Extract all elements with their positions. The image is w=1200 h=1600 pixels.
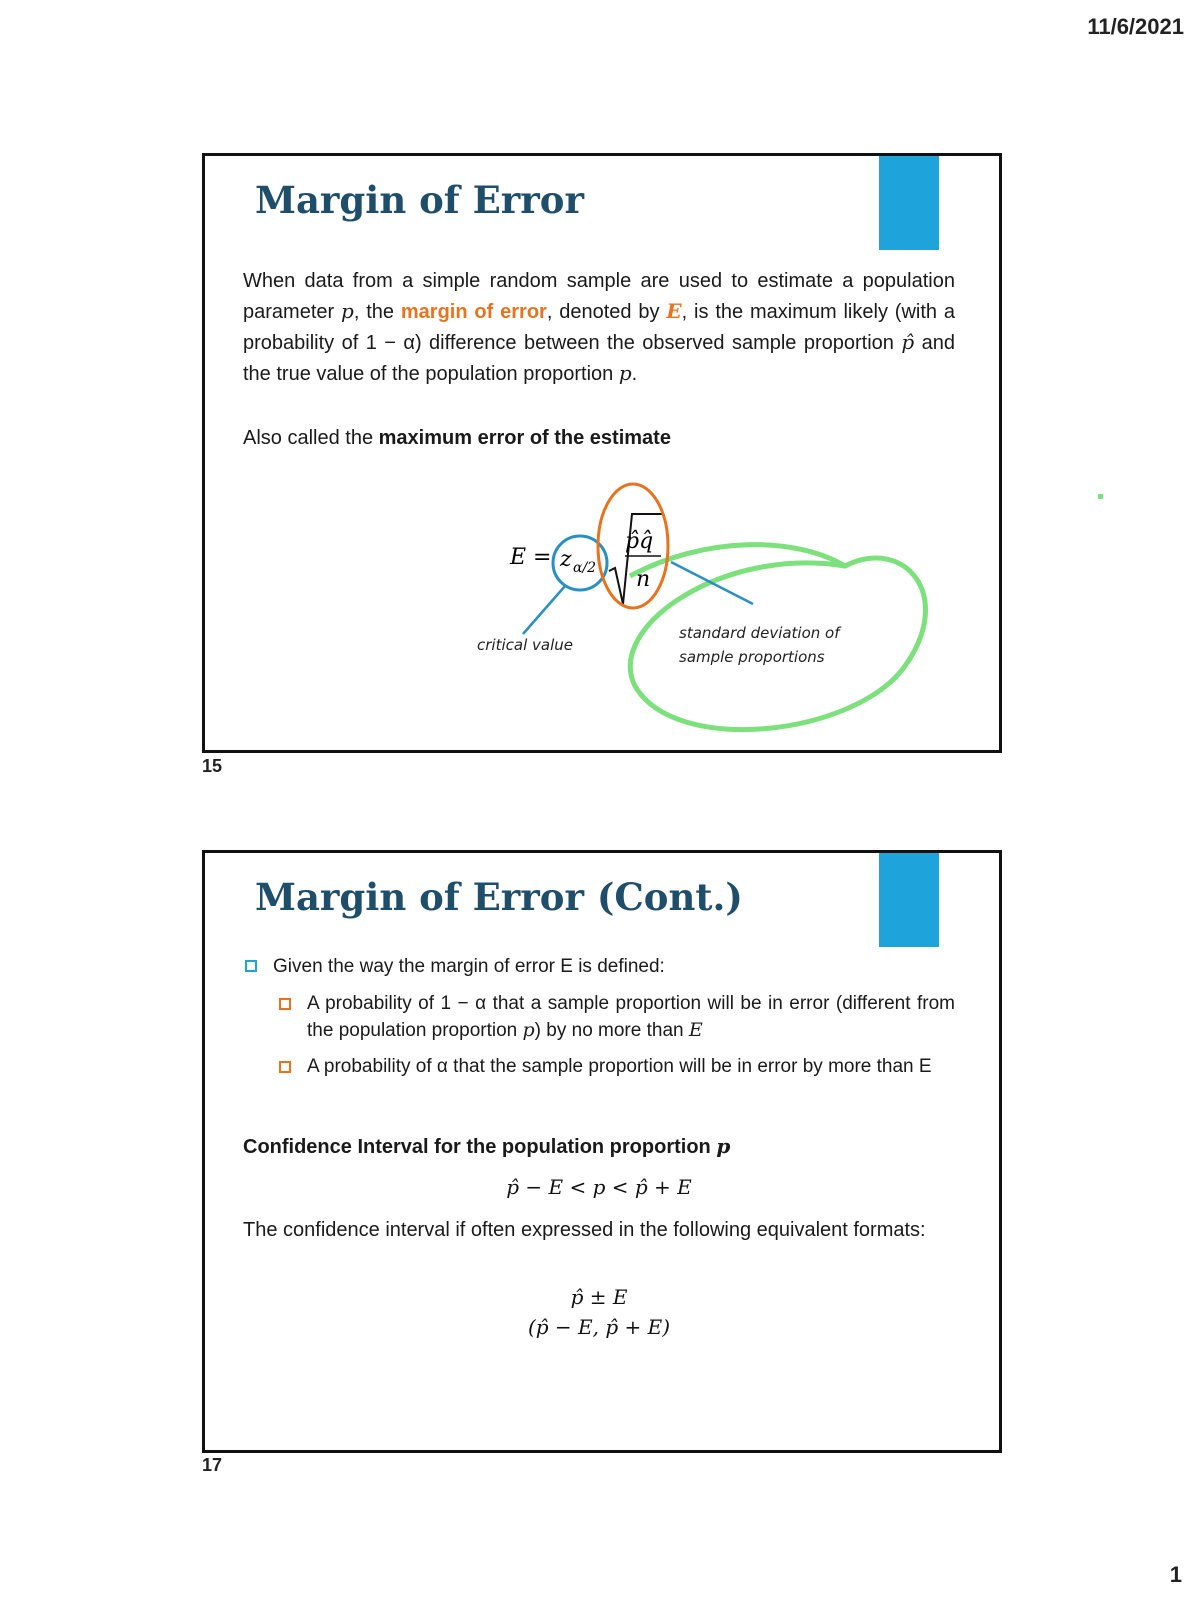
ci-explanation: The confidence interval if often expressed in the following equivalent formats: (243, 1219, 926, 1241)
critical-value-arrow (523, 586, 565, 634)
square-bullet-icon (245, 960, 257, 972)
square-bullet-icon (279, 998, 291, 1010)
bullet-list (243, 953, 955, 1090)
formula-numerator: p̂q̂ (625, 529, 654, 554)
ci-format-1: p̂ ± E (570, 1285, 628, 1309)
symbol-E: E (666, 299, 682, 323)
accent-bar (879, 853, 939, 947)
slide-15 (202, 153, 1002, 753)
also-called-line: Also called the maximum error of the estimate (243, 427, 671, 449)
ci-heading: Confidence Interval for the population proportion p (243, 1134, 731, 1158)
list-item: Given the way the margin of error E is defined: (243, 953, 955, 981)
std-dev-label-2: sample proportions (679, 648, 825, 666)
ci-equation: p̂ − E < p < p̂ + E (506, 1175, 692, 1199)
page-number: 1 (1169, 1562, 1182, 1587)
slide-title: Margin of Error (Cont.) (255, 875, 743, 919)
formula-z-subscript: α/2 (573, 560, 597, 576)
slide-title: Margin of Error (255, 178, 584, 222)
list-item: A probability of α that the sample proportion will be in error by more than E (243, 1054, 955, 1080)
formula-lhs: E = (510, 545, 552, 570)
formula-z: z (560, 547, 572, 572)
square-bullet-icon (279, 1061, 291, 1073)
green-highlight-loop (630, 558, 925, 729)
page-date: 11/6/2021 (1087, 14, 1184, 39)
definition-paragraph: When data from a simple random sample are used to estimate a population parameter p, the margin of error, denoted by E, is the maximum likely (with a probability of 1 − α) difference between the observed sample proportion p̂ and the true value of the population proportion p. (243, 270, 955, 385)
list-item: A probability of 1 − α that a sample proportion will be in error (different from the population proportion p) by no more than E (243, 991, 955, 1044)
slide-17 (202, 850, 1002, 1453)
margin-of-error-formula (205, 156, 1005, 756)
slide-number-17: 17 (202, 1455, 223, 1475)
ci-format-2: (p̂ − E, p̂ + E) (527, 1315, 671, 1339)
formula-denominator: n (636, 567, 651, 592)
std-dev-label-1: standard deviation of (679, 624, 840, 642)
symbol-p: p (341, 299, 354, 323)
symbol-phat: p̂ (901, 330, 915, 354)
maximum-error-term: maximum error of the estimate (378, 427, 671, 449)
green-dot (1098, 494, 1103, 499)
margin-of-error-term: margin of error (400, 301, 547, 323)
symbol-p: p (618, 361, 632, 385)
slide-number-15: 15 (202, 756, 223, 776)
critical-value-label: critical value (477, 636, 573, 654)
